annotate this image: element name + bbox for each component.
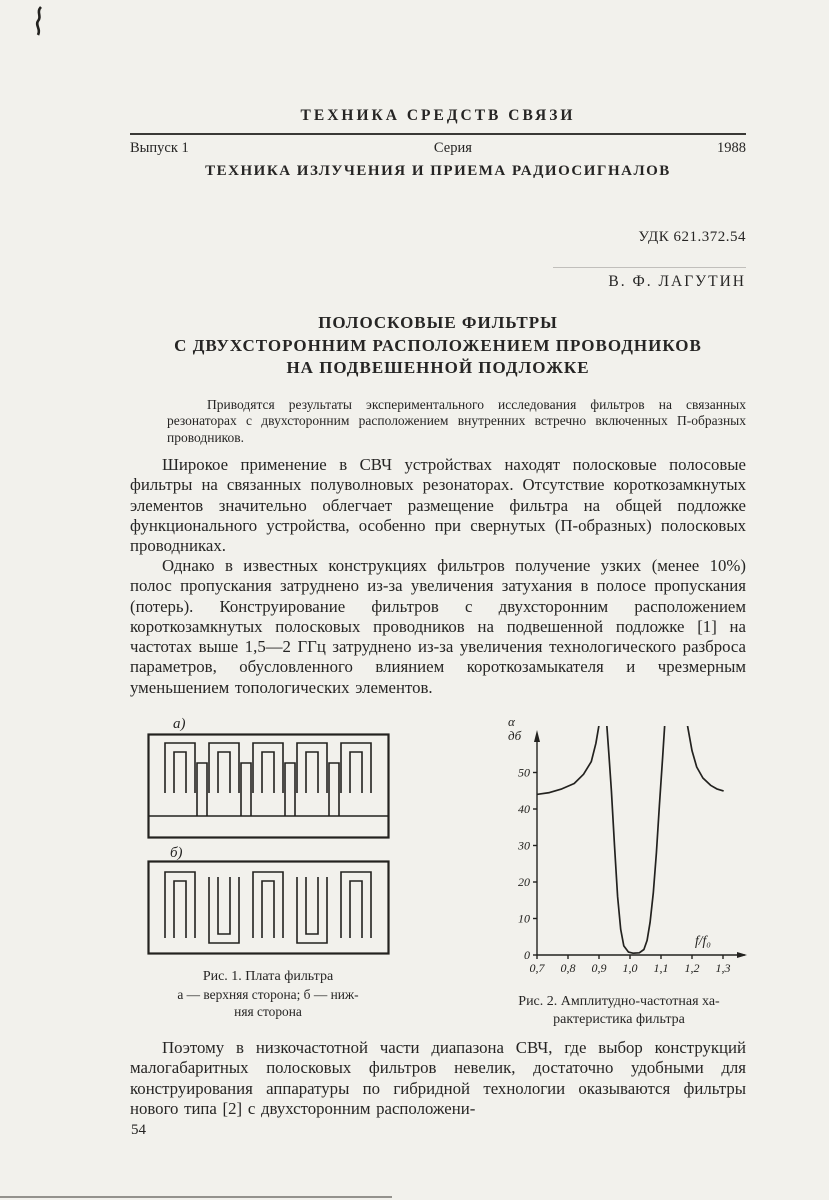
series-title: ТЕХНИКА ИЗЛУЧЕНИЯ И ПРИЕМА РАДИОСИГНАЛОВ	[205, 163, 671, 179]
scan-artifact-line	[553, 267, 746, 268]
figure1-caption	[126, 968, 410, 1021]
interdigital-conductors	[165, 743, 371, 816]
y-tick-label: 10	[518, 911, 530, 926]
y-tick-label: 30	[518, 838, 530, 853]
figure2-caption	[483, 993, 755, 1028]
y-axis-arrow	[534, 730, 540, 742]
figure1-caption-title: Рис. 1. Плата фильтра	[202, 969, 334, 984]
ink-smudge	[30, 4, 50, 42]
x-tick-label: 1,3	[715, 961, 731, 975]
issue-number: Выпуск 1	[130, 140, 189, 156]
x-tick-label: 1,1	[653, 961, 669, 975]
filter-bottom-side-drawing	[147, 860, 390, 955]
udc-code: УДК 621.372.54	[638, 229, 746, 245]
figure1-caption-line3: няя сторона	[234, 1004, 302, 1019]
figure1-label-b: б)	[170, 845, 183, 861]
x-axis-arrow	[737, 952, 747, 958]
figure2-caption-line2: рактеристика фильтра	[553, 1011, 685, 1027]
article-title-line1: ПОЛОСКОВЫЕ ФИЛЬТРЫ	[318, 313, 558, 332]
response-curve	[607, 725, 665, 953]
y-tick-label: 50	[518, 765, 530, 780]
figure2-caption-line1: Рис. 2. Амплитудно-частотная ха-	[518, 994, 720, 1009]
figure1-caption-line2: а — верхняя сторона; б — ниж-	[177, 986, 359, 1002]
x-tick-label: 1,2	[684, 961, 700, 975]
paragraph-2: Однако в известных конструкциях фильтров получение узких (менее 10%) полос пропускания затруднено из-за увеличения затухания в полосе пропускания (потерь). Конструирование фильтров с двухсторонним расположением короткозамкнутых полосковых проводников на подвешенной подложке [1] на частотах выше 1,5—2 ГГц затруднено из-за увеличения технологического разброса параметров, обусловленного влиянием короткозамыкателя и чрезмерным уменьшением топологических элементов.	[130, 556, 746, 697]
author-name: В. Ф. ЛАГУТИН	[608, 273, 746, 290]
y-tick-label: 0	[524, 948, 530, 962]
y-axis-label: α	[508, 714, 515, 729]
filter-top-side-drawing	[147, 733, 390, 839]
paragraph-3: Поэтому в низкочастотной части диапазона СВЧ, где выбор конструкций малогабаритных полосковых фильтров невелик, достаточно удобными для конструирования аппаратуры по гибридной технологии оказываются фильтры нового типа [2] с двухсторонним расположени-	[130, 1038, 746, 1118]
year: 1988	[717, 140, 746, 156]
paragraph-1: Широкое применение в СВЧ устройствах находят полосковые полосовые фильтры на связанных полуволновых резонаторах. Отсутствие короткозамкнутых элементов значительно облегчает размещение фильтра на общей подложке функционального устройства, особенно при свернутых (П-образных) полосковых проводниках.	[130, 455, 746, 556]
y-axis-label: дб	[508, 728, 522, 743]
response-curve	[687, 725, 723, 791]
page-number: 54	[131, 1122, 146, 1138]
x-axis-label: f/f₀	[695, 933, 711, 948]
article-title	[130, 312, 746, 380]
figure1-label-a: а)	[173, 716, 186, 732]
y-tick-label: 20	[518, 875, 530, 889]
meander-conductors	[165, 872, 371, 943]
y-tick-label: 40	[518, 802, 530, 816]
x-tick-label: 1,0	[622, 961, 638, 975]
afc-chart-svg	[495, 708, 757, 990]
article-title-line2: С ДВУХСТОРОННИМ РАСПОЛОЖЕНИЕМ ПРОВОДНИКОВ	[174, 335, 702, 355]
abstract: Приводятся результаты экспериментального исследования фильтров на связанных резонаторах с двухсторонним расположением внутренних встречно включенных П-образных проводников.	[167, 397, 746, 445]
x-tick-label: 0,7	[529, 961, 545, 975]
header-rule	[130, 133, 746, 135]
x-tick-label: 0,8	[560, 961, 576, 975]
issue-row	[130, 140, 746, 157]
x-tick-label: 0,9	[591, 961, 607, 975]
article-title-line3: НА ПОДВЕШЕННОЙ ПОДЛОЖКЕ	[286, 358, 590, 377]
series-label: Серия	[433, 140, 472, 156]
scan-edge-artifact	[0, 1196, 392, 1198]
journal-title: ТЕХНИКА СРЕДСТВ СВЯЗИ	[300, 107, 576, 124]
response-curve	[537, 725, 599, 794]
